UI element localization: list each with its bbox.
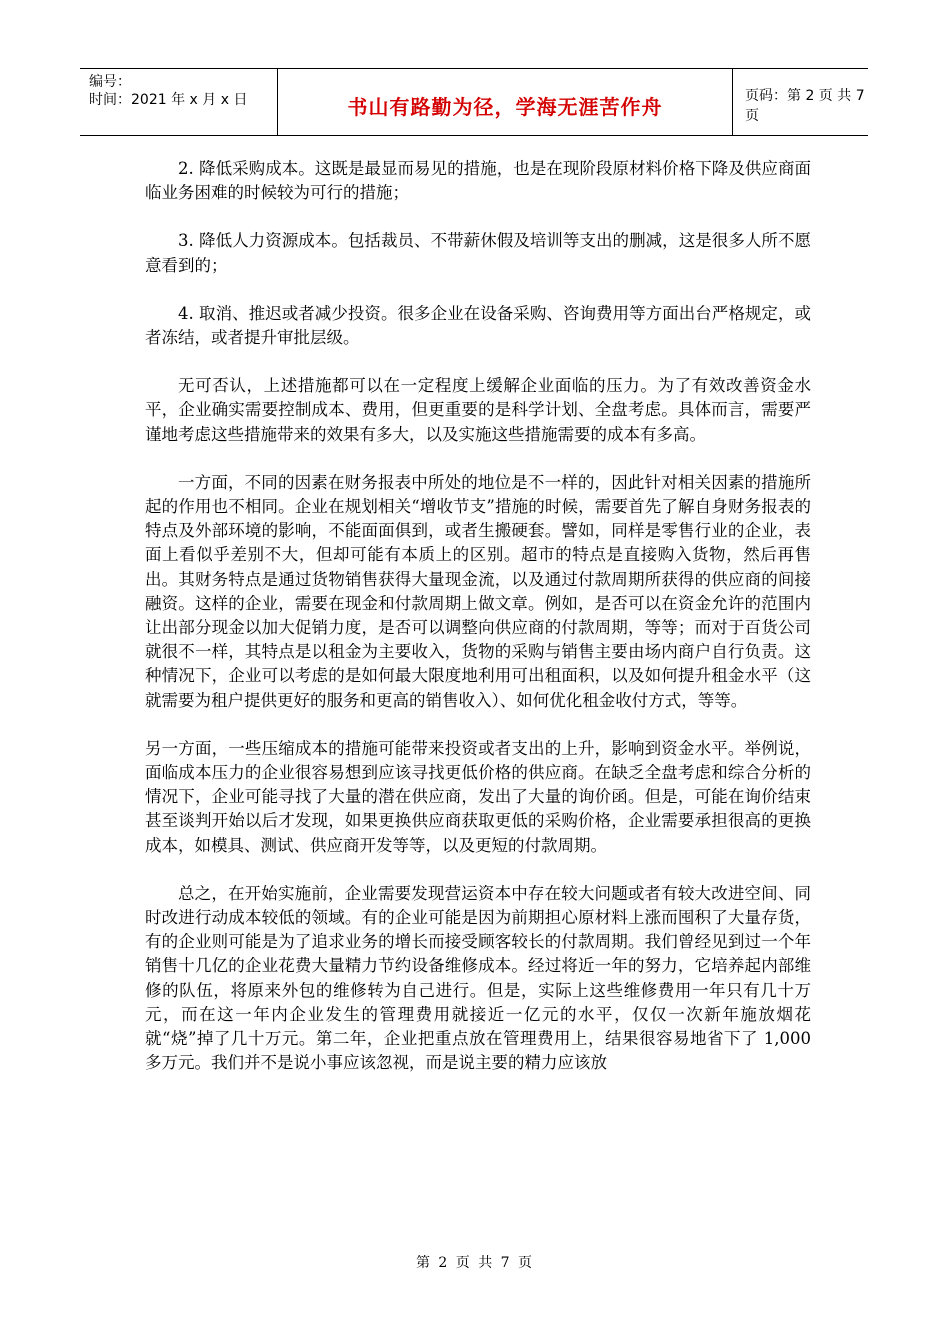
paragraph-measure-2: 2. 降低采购成本。这既是最显而易见的措施，也是在现阶段原材料价格下降及供应商面临业务困难的时候较为可行的措施；	[145, 159, 811, 203]
page-header	[80, 68, 868, 136]
header-page-label: 页码：第 2 页 共 7 页	[745, 88, 865, 124]
paragraph-on-other-hand: 另一方面，一些压缩成本的措施可能带来投资或者支出的上升，影响到资金水平。举例说，面临成本压力的企业很容易想到应该寻找更低价格的供应商。在缺乏全盘考虑和综合分析的情况下，企业可能寻找了大量的潜在供应商，发出了大量的询价函。但是，可能在询价结束甚至谈判开始以后才发现，如果更换供应商获取更低的采购价格，企业需要承担很高的更换成本，如模具、测试、供应商开发等等，以及更短的付款周期。	[145, 738, 811, 855]
paragraph-measure-4: 4. 取消、推迟或者减少投资。很多企业在设备采购、咨询费用等方面出台严格规定，或者冻结，或者提升审批层级。	[145, 303, 811, 348]
paragraph-measure-3: 3. 降低人力资源成本。包括裁员、不带薪休假及培训等支出的删减，这是很多人所不愿意看到的；	[145, 231, 811, 275]
document-number-label: 编号：	[89, 74, 131, 90]
paragraph-undeniable: 无可否认，上述措施都可以在一定程度上缓解企业面临的压力。为了有效改善资金水平，企业确实需要控制成本、费用，但更重要的是科学计划、全盘考虑。具体而言，需要严谨地考虑这些措施带来的效果有多大，以及实施这些措施需要的成本有多高。	[145, 376, 811, 444]
document-date-label: 时间：2021 年 x 月 x 日	[89, 92, 248, 108]
paragraph-in-summary: 总之，在开始实施前，企业需要发现营运资本中存在较大问题或者有较大改进空间、同时改进行动成本较低的领域。有的企业可能是因为前期担心原材料上涨而囤积了大量存货，有的企业则可能是为了追求业务的增长而接受顾客较长的付款周期。我们曾经见到过一个年销售十几亿的企业花费大量精力节约设备维修成本。经过将近一年的努力，它培养起内部维修的队伍，将原来外包的维修转为自己进行。但是，实际上这些维修费用一年只有几十万元，而在这一年内企业发生的管理费用就接近一亿元的水平，仅仅一次新年施放烟花就“烧”掉了几十万元。第二年，企业把重点放在管理费用上，结果很容易地省下了 1,000 多万元。我们并不是说小事应该忽视，而是说主要的精力应该放	[145, 883, 811, 1073]
header-meta	[80, 69, 278, 135]
header-motto: 书山有路勤为径，学海无涯苦作舟	[347, 94, 663, 119]
header-motto-cell	[278, 69, 733, 135]
page-footer: 第 2 页 共 7 页	[415, 1255, 535, 1271]
paragraph-on-one-hand: 一方面，不同的因素在财务报表中所处的地位是不一样的，因此针对相关因素的措施所起的作用也不相同。企业在规划相关“增收节支”措施的时候，需要首先了解自身财务报表的特点及外部环境的影响，不能面面俱到，或者生搬硬套。譬如，同样是零售行业的企业，表面上看似乎差别不大，但却可能有本质上的区别。超市的特点是直接购入货物，然后再售出。其财务特点是通过货物销售获得大量现金流，以及通过付款周期所获得的供应商的间接融资。这样的企业，需要在现金和付款周期上做文章。例如，是否可以在资金允许的范围内让出部分现金以加大促销力度，是否可以调整向供应商的付款周期，等等；而对于百货公司就很不一样，其特点是以租金为主要收入，货物的采购与销售主要由场内商户自行负责。这种情况下，企业可以考虑的是如何最大限度地利用可出租面积，以及如何提升租金水平（这就需要为租户提供更好的服务和更高的销售收入）、如何优化租金收付方式，等等。	[145, 472, 811, 710]
document-body	[145, 157, 811, 1100]
header-page-cell	[733, 69, 868, 135]
